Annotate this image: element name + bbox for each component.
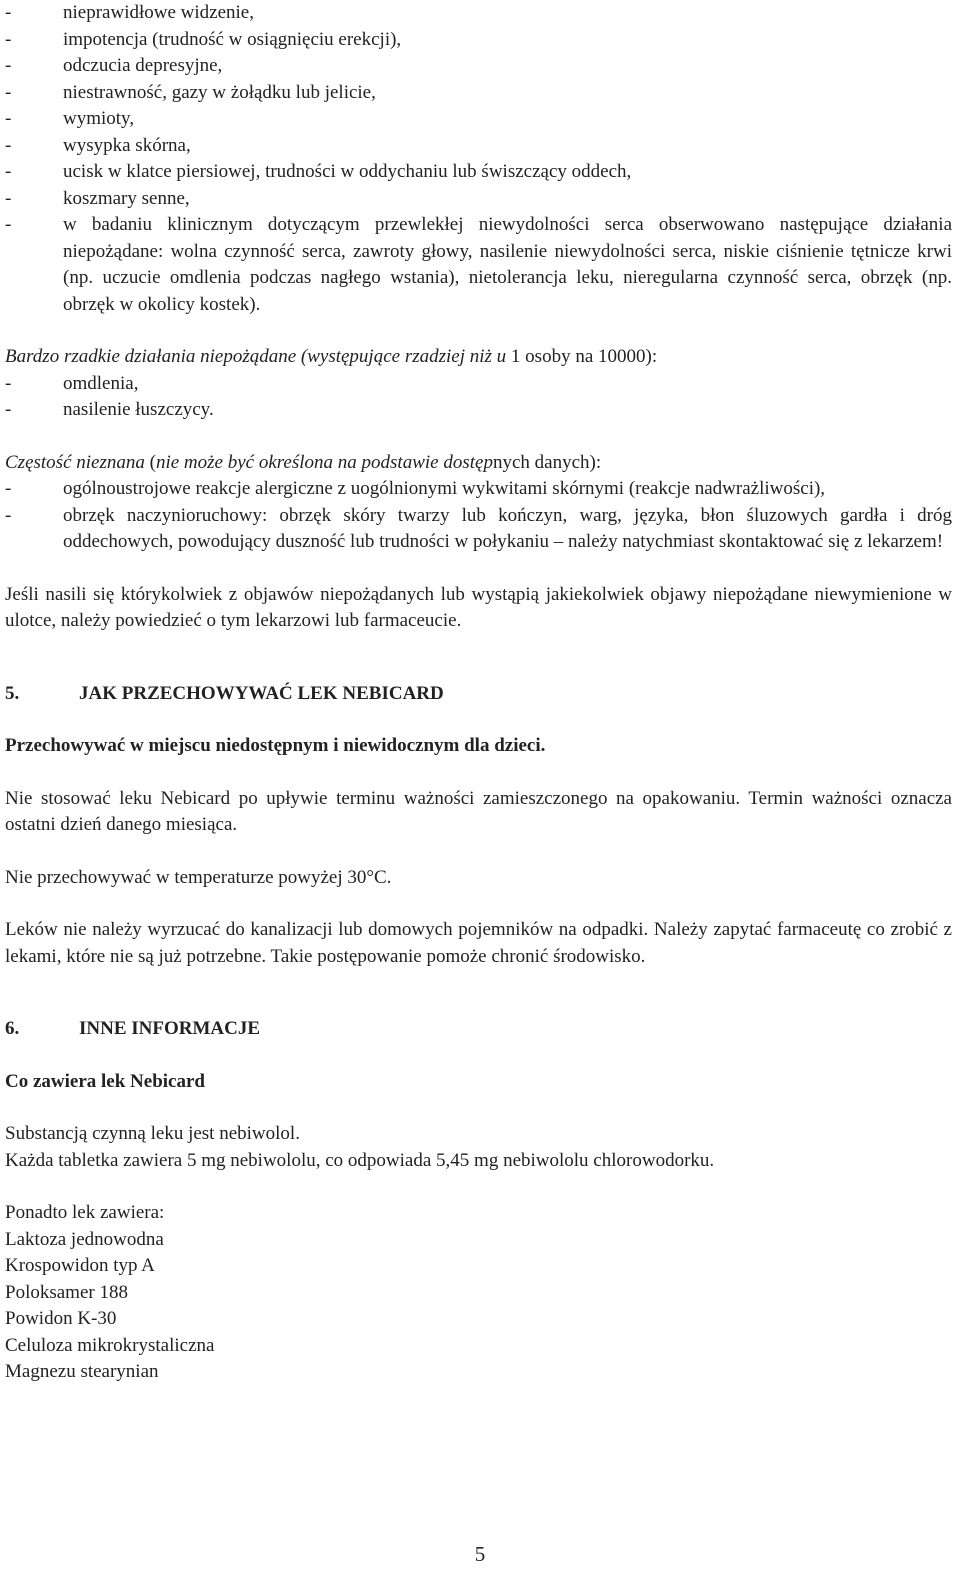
- list-item: - obrzęk naczynioruchowy: obrzęk skóry twarzy lub kończyn, warg, języka, błon śluzowych gardła i dróg oddechowych, powodujący duszność lub trudności w połykaniu – należy natychmiast skontaktować się z lekarzem!: [5, 504, 952, 552]
- list-item: - nieprawidłowe widzenie,: [5, 2, 254, 23]
- excipients-intro: Ponadto lek zawiera:: [5, 1202, 165, 1223]
- list-item: - wysypka skórna,: [5, 134, 191, 156]
- excipient-item: Powidon K-30: [5, 1308, 117, 1329]
- list-item: - ucisk w klatce piersiowej, trudności w oddychaniu lub świszczący oddech,: [5, 161, 632, 182]
- temperature-paragraph: Nie przechowywać w temperaturze powyżej 30°C.: [5, 866, 392, 888]
- list-item: - impotencja (trudność w osiągnięciu erekcji),: [5, 28, 402, 50]
- excipient-item: Laktoza jednowodna: [5, 1228, 164, 1250]
- unknown-frequency-list: [5, 476, 952, 556]
- composition-subheading: Co zawiera lek Nebicard: [5, 1070, 205, 1092]
- active-substance-line: Substancją czynną leku jest nebiwolol.: [5, 1123, 300, 1144]
- unknown-frequency-intro: Częstość nieznana (nie może być określona na podstawie dostępnych danych):: [5, 451, 602, 473]
- tablet-content-line: Każda tabletka zawiera 5 mg nebiwololu, co odpowiada 5,45 mg nebiwololu chlorowodorku.: [5, 1149, 715, 1171]
- list-item: - ogólnoustrojowe reakcje alergiczne z uogólnionymi wykwitami skórnymi (reakcje nadwrażliwości),: [5, 478, 826, 499]
- list-item: - nasilenie łuszczycy.: [5, 399, 214, 420]
- excipient-item: Krospowidon typ A: [5, 1255, 155, 1276]
- excipient-item: Magnezu stearynian: [5, 1361, 159, 1382]
- very-rare-intro: Bardzo rzadkie działania niepożądane (występujące rzadziej niż u 1 osoby na 10000):: [5, 346, 658, 367]
- very-rare-list: [5, 371, 952, 424]
- list-item: - wymioty,: [5, 108, 135, 129]
- page-number: 5: [474, 1542, 486, 1566]
- section-6-heading: 6. INNE INFORMACJE: [5, 1018, 261, 1039]
- excipient-item: Celuloza mikrokrystaliczna: [5, 1334, 215, 1356]
- list-item: - niestrawność, gazy w żołądku lub jelicie,: [5, 81, 376, 103]
- list-item: - koszmary senne,: [5, 187, 190, 209]
- expiry-paragraph: Nie stosować leku Nebicard po upływie terminu ważności zamieszczonego na opakowaniu. Termin ważności oznacza ostatni dzień danego miesiąca.: [5, 787, 952, 835]
- storage-warning: Przechowywać w miejscu niedostępnym i niewidocznym dla dzieci.: [5, 735, 546, 756]
- section-5-heading: 5. JAK PRZECHOWYWAĆ LEK NEBICARD: [5, 682, 444, 704]
- list-item: - odczucia depresyjne,: [5, 55, 223, 76]
- disposal-paragraph: Leków nie należy wyrzucać do kanalizacji lub domowych pojemników na odpadki. Należy zapytać farmaceutę co zrobić z lekami, które nie są już potrzebne. Takie postępowanie pomoże chronić środowisko.: [5, 919, 952, 967]
- side-effects-list: [5, 0, 952, 318]
- list-item: - omdlenia,: [5, 372, 139, 394]
- report-paragraph: Jeśli nasili się którykolwiek z objawów niepożądanych lub wystąpią jakiekolwiek objawy niepożądane niewymienione w ulotce, należy powiedzieć o tym lekarzowi lub farmaceucie.: [5, 583, 952, 631]
- excipient-item: Poloksamer 188: [5, 1281, 128, 1303]
- list-item: - w badaniu klinicznym dotyczącym przewlekłej niewydolności serca obserwowano następujące działania niepożądane: wolna czynność serca, zawroty głowy, nasilenie niewydolności serca, niskie ciśnienie tętnicze krwi (np. uczucie omdlenia podczas nagłego wstania), nietolerancja leku, nieregularna czynność serca, obrzęk (np. obrzęk w okolicy kostek).: [5, 214, 952, 315]
